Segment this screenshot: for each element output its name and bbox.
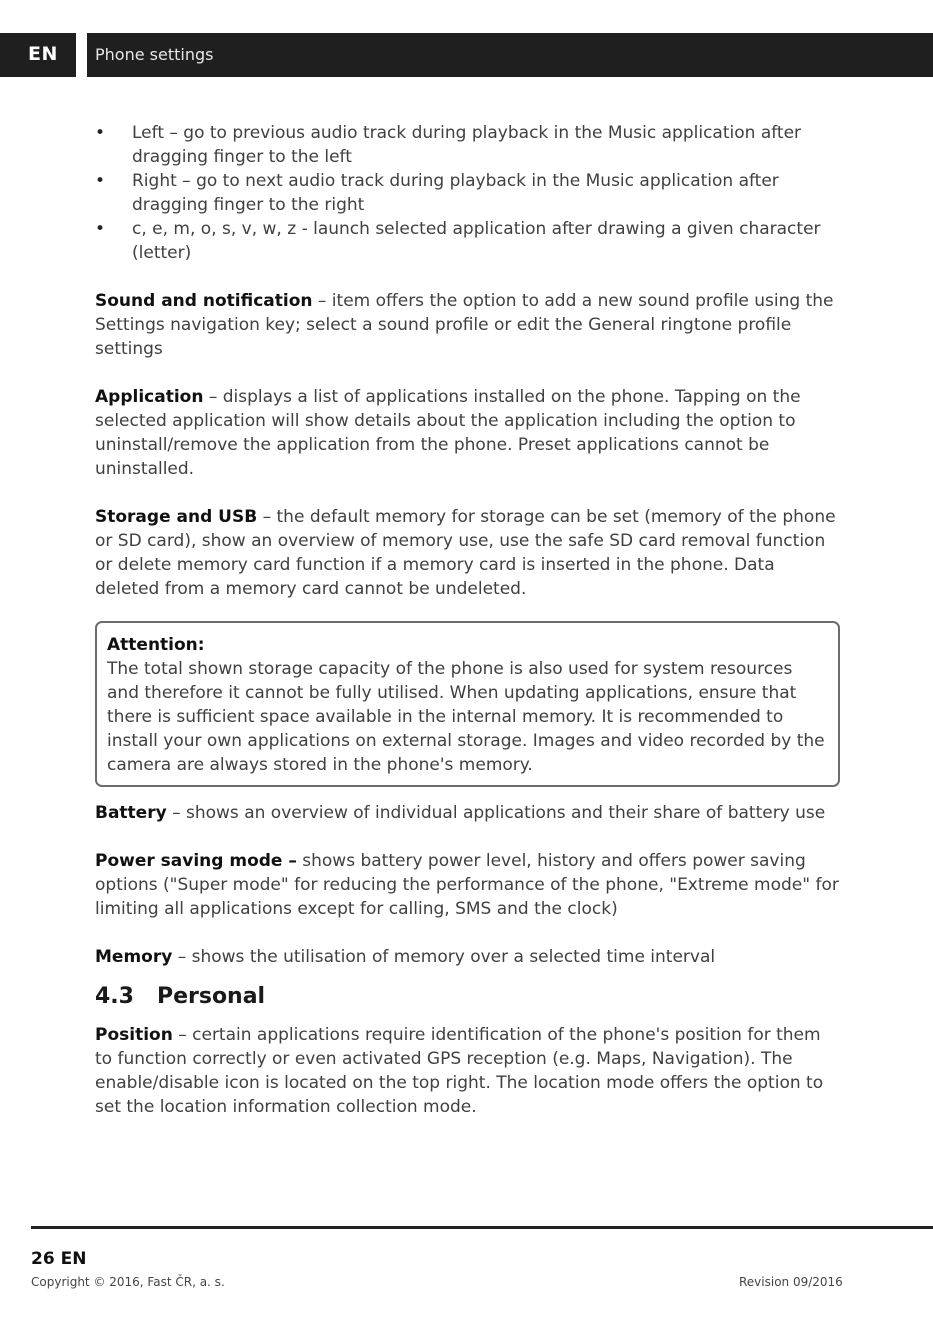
gesture-list	[95, 121, 840, 265]
bullet-icon: •	[95, 171, 106, 191]
paragraph-sound	[95, 289, 840, 361]
desc-storage: – the default memory for storage can be set (memory of the phone or SD card), show an overview of memory use, use the safe SD card removal function or delete memory card function if a memory card is inserted in the phone. Data deleted from a memory card cannot be undeleted.	[95, 507, 836, 599]
page-number: 26 EN	[31, 1249, 87, 1269]
paragraph-memory	[95, 945, 840, 969]
list-item-text: c, e, m, o, s, v, w, z - launch selected application after drawing a given character (letter)	[132, 219, 821, 263]
paragraph-storage	[95, 505, 840, 601]
header-divider	[76, 33, 87, 77]
desc-sound: – item offers the option to add a new sound profile using the Settings navigation key; select a sound profile or edit the General ringtone profile settings	[95, 291, 834, 359]
list-item-text: Left – go to previous audio track during playback in the Music application after dragging finger to the left	[132, 123, 802, 167]
attention-title: Attention:	[107, 635, 205, 655]
desc-battery: – shows an overview of individual applications and their share of battery use	[166, 803, 826, 823]
desc-position: – certain applications require identification of the phone's position for them to function correctly or even activated GPS reception (e.g. Maps, Navigation). The enable/disable icon is located on the top right. The location mode offers the option to set the location information collection mode.	[95, 1025, 824, 1117]
attention-text: The total shown storage capacity of the phone is also used for system resources and therefore it cannot be fully utilised. When updating applications, ensure that there is sufficient space available in the internal memory. It is recommended to install your own applications on external storage. Images and video recorded by the camera are always stored in the phone's memory.	[107, 659, 825, 775]
footer-divider	[31, 1226, 933, 1229]
list-item	[95, 169, 840, 217]
language-tag: EN	[28, 43, 58, 65]
term-memory: Memory	[95, 947, 173, 967]
term-storage: Storage and USB	[95, 507, 258, 527]
desc-memory: – shows the utilisation of memory over a selected time interval	[172, 947, 716, 967]
header-title: Phone settings	[95, 45, 214, 64]
term-application: Application	[95, 387, 204, 407]
list-item-text: Right – go to next audio track during playback in the Music application after dragging finger to the right	[132, 171, 779, 215]
term-battery: Battery	[95, 803, 167, 823]
paragraph-power	[95, 849, 840, 921]
page-content	[95, 121, 840, 1119]
list-item	[95, 217, 840, 265]
list-item	[95, 121, 840, 169]
paragraph-battery	[95, 801, 840, 825]
term-power: Power saving mode –	[95, 851, 297, 871]
paragraph-application	[95, 385, 840, 481]
bullet-icon: •	[95, 219, 106, 239]
attention-box	[95, 621, 840, 787]
desc-power: shows battery power level, history and offers power saving options ("Super mode" for reducing the performance of the phone, "Extreme mode" for limiting all applications except for calling, SMS and the clock)	[95, 851, 839, 919]
section-heading: 4.3 Personal	[95, 984, 266, 1009]
bullet-icon: •	[95, 123, 106, 143]
term-sound: Sound and notification	[95, 291, 313, 311]
desc-application: – displays a list of applications installed on the phone. Tapping on the selected application will show details about the application including the option to uninstall/remove the application from the phone. Preset applications cannot be uninstalled.	[95, 387, 801, 479]
revision-text: Revision 09/2016	[739, 1275, 843, 1289]
paragraph-position	[95, 1023, 840, 1119]
copyright-text: Copyright © 2016, Fast ČR, a. s.	[31, 1275, 225, 1289]
term-position: Position	[95, 1025, 173, 1045]
